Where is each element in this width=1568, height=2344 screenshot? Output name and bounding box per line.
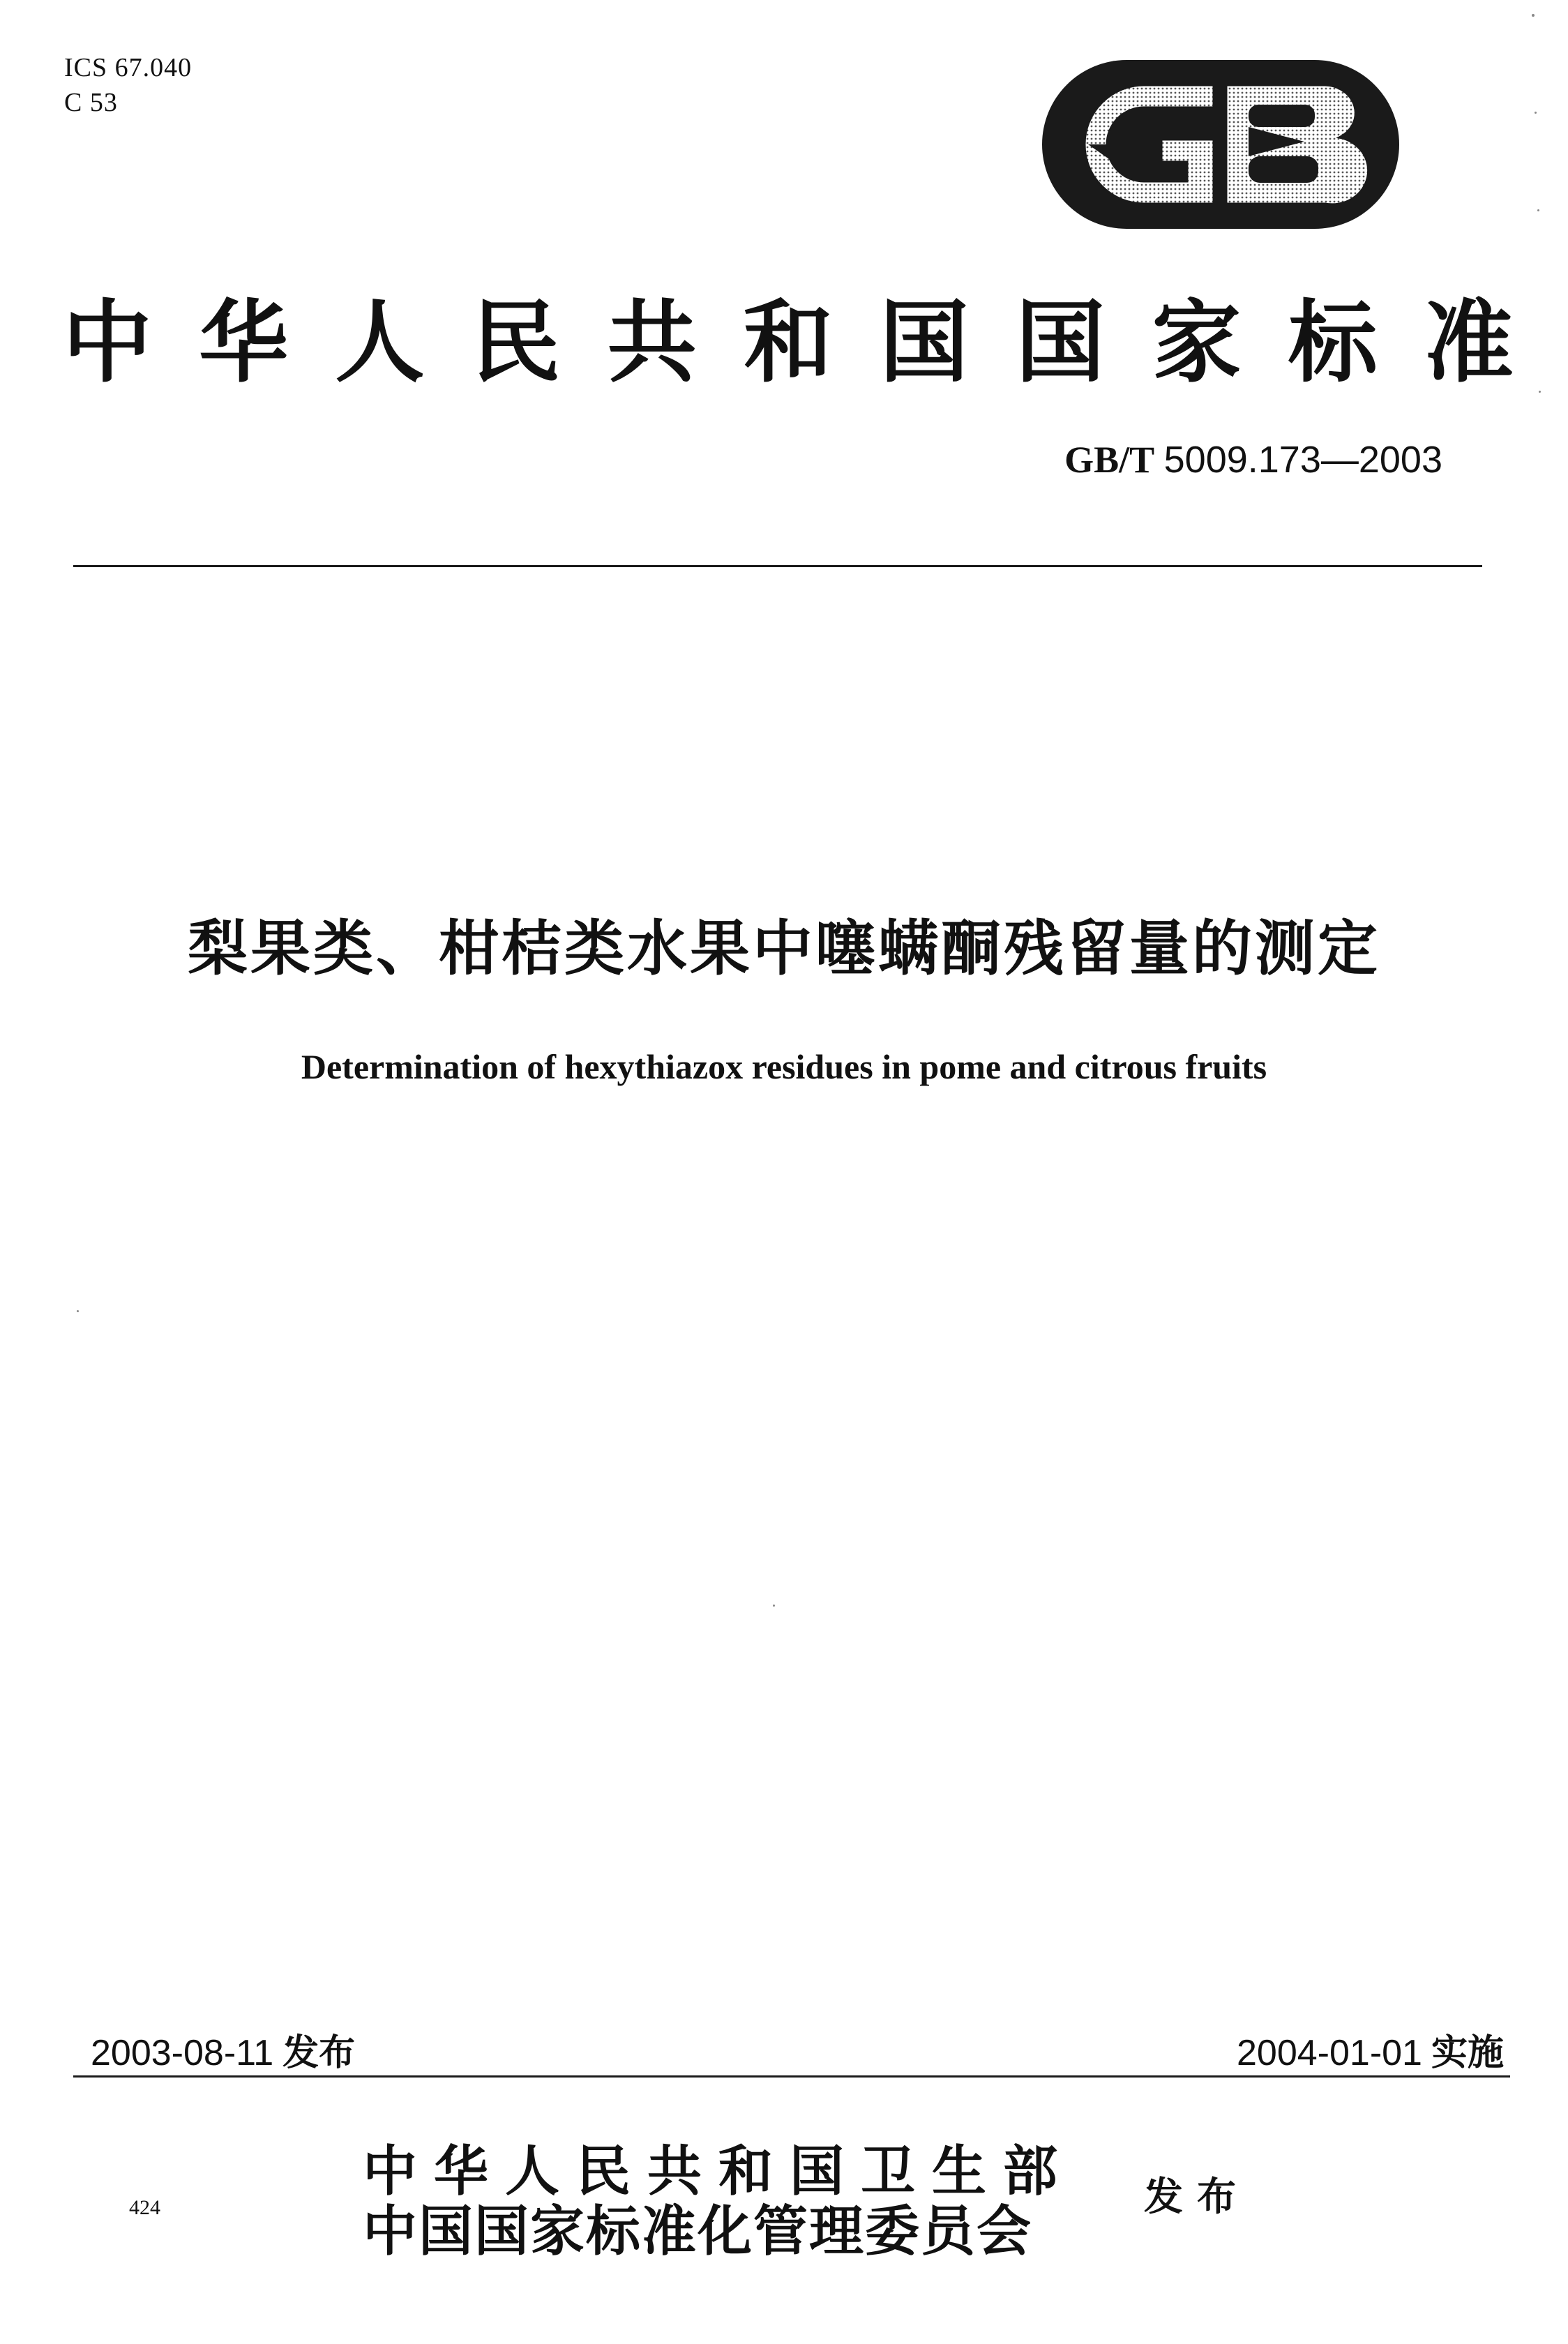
heading-char: 和 <box>743 291 833 395</box>
ccs-code: C 53 <box>64 88 118 117</box>
publishers <box>363 2142 1074 2262</box>
implementation-date-line <box>1237 2023 1504 2075</box>
heading-char: 民 <box>471 291 561 395</box>
page-number: 424 <box>129 2196 160 2219</box>
heading-char: 人 <box>335 291 425 395</box>
heading-char: 准 <box>1424 291 1514 395</box>
heading-char: 华 <box>199 291 289 395</box>
classification-codes <box>64 50 192 120</box>
publisher-ministry-of-health: 中华人民共和国卫生部 <box>363 2140 1075 2203</box>
heading-char: 家 <box>1152 291 1242 395</box>
issue-date-line <box>91 2023 355 2075</box>
scan-speck <box>77 1310 79 1312</box>
scan-speck <box>1535 112 1537 114</box>
scan-speck <box>1539 391 1541 393</box>
gb-logo <box>1039 57 1402 232</box>
standard-prefix: GB/T <box>1064 439 1155 481</box>
bottom-divider <box>73 2075 1510 2078</box>
publisher-standardization-administration: 中国国家标准化管理委员会 <box>363 2200 1033 2263</box>
standard-number <box>1064 438 1442 481</box>
implementation-label: 实施 <box>1431 2032 1504 2074</box>
standard-code: 5009.173—2003 <box>1163 439 1442 481</box>
issue-label: 发布 <box>282 2032 356 2074</box>
heading-char: 国 <box>880 291 970 395</box>
scan-speck <box>1532 14 1535 17</box>
document-title-cn: 梨果类、柑桔类水果中噻螨酮残留量的测定 <box>188 914 1380 984</box>
heading-char: 中 <box>63 291 153 395</box>
scan-speck <box>1537 209 1539 211</box>
heading-char: 共 <box>607 291 697 395</box>
top-divider <box>73 565 1482 567</box>
heading-char: 标 <box>1288 291 1378 395</box>
national-standard-heading <box>63 272 1514 398</box>
heading-char: 国 <box>1016 291 1106 395</box>
issue-date: 2003-08-11 <box>91 2033 274 2073</box>
publish-label: 发布 <box>1144 2174 1250 2220</box>
document-title-en: Determination of hexythiazox residues in pome and citrous fruits <box>301 1047 1267 1086</box>
ics-code: ICS 67.040 <box>64 53 193 82</box>
implementation-date: 2004-01-01 <box>1236 2033 1422 2073</box>
scan-speck <box>773 1605 775 1607</box>
